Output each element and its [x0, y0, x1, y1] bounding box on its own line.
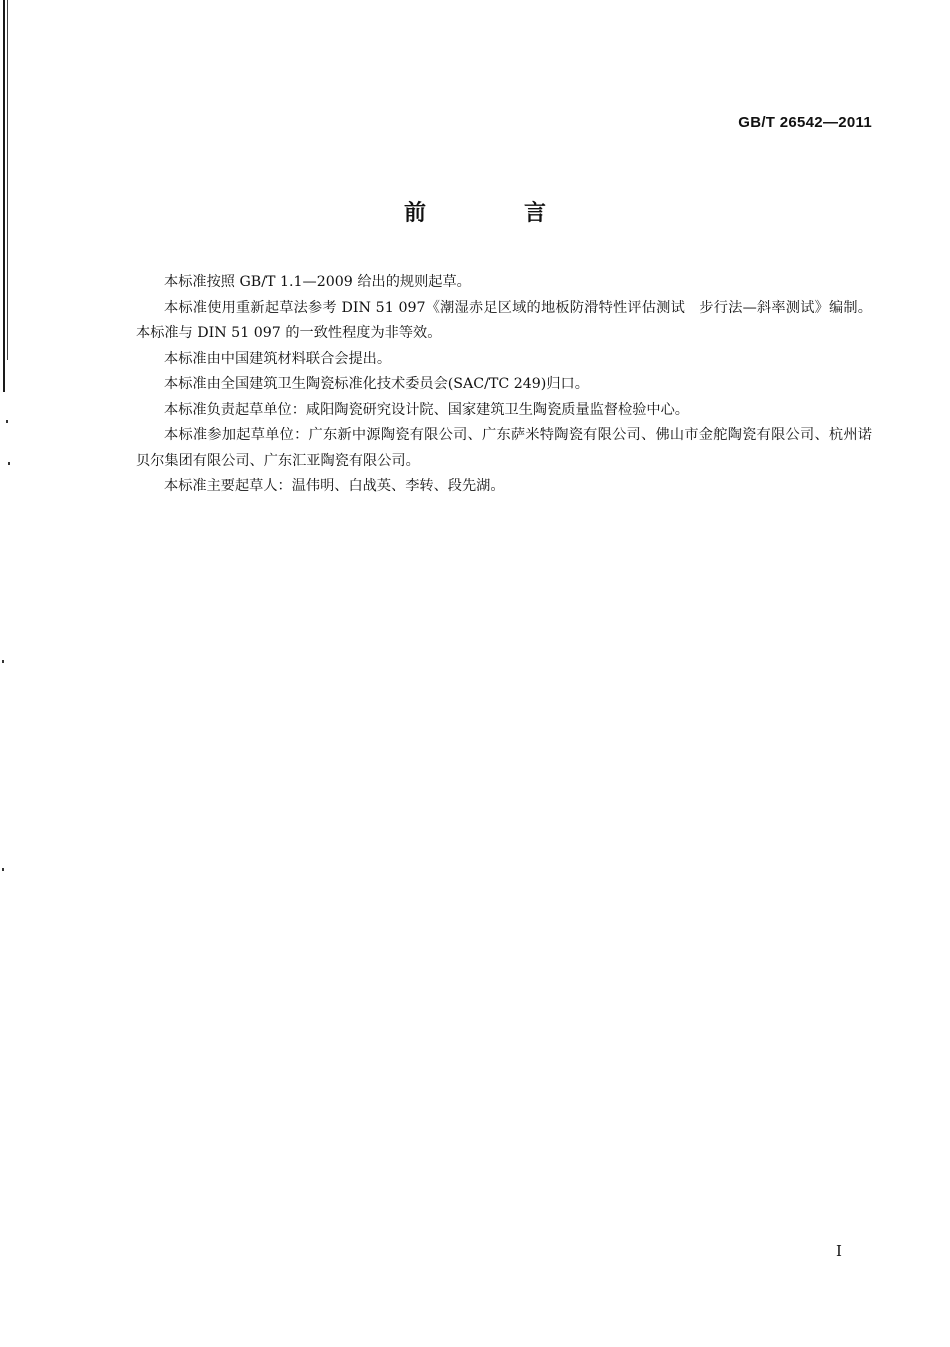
scan-speck: [6, 420, 8, 423]
paragraph-proposer: 本标准由中国建筑材料联合会提出。: [164, 350, 392, 367]
scan-speck: [2, 660, 4, 663]
standard-number: GB/T 26542—2011: [738, 114, 872, 131]
paragraph-participating-units: 本标准参加起草单位：广东新中源陶瓷有限公司、广东萨米特陶瓷有限公司、佛山市金舵陶瓷有限公司、杭州诺贝尔集团有限公司、广东汇亚陶瓷有限公司。: [136, 427, 872, 469]
page-number: I: [836, 1242, 842, 1260]
paragraph-administrator: 本标准由全国建筑卫生陶瓷标准化技术委员会(SAC/TC 249)归口。: [164, 376, 589, 392]
page-title: 前 言: [403, 201, 584, 226]
scan-speck: [8, 462, 10, 465]
paragraph-main-drafters: 本标准主要起草人：温伟明、白战英、李转、段先湖。: [164, 478, 505, 494]
paragraph-reference-standard: 本标准使用重新起草法参考 DIN 51 097《潮湿赤足区域的地板防滑特性评估测试 步行法—斜率测试》编制。本标准与 DIN 51 097 的一致性程度为非等效。: [136, 299, 872, 341]
scan-speck: [2, 868, 4, 871]
scan-binding-edge-inner: [7, 0, 8, 360]
preface-body: [136, 270, 872, 500]
paragraph-drafting-rules: 本标准按照 GB/T 1.1—2009 给出的规则起草。: [164, 274, 471, 290]
paragraph-responsible-units: 本标准负责起草单位：咸阳陶瓷研究设计院、国家建筑卫生陶瓷质量监督检验中心。: [164, 401, 689, 418]
